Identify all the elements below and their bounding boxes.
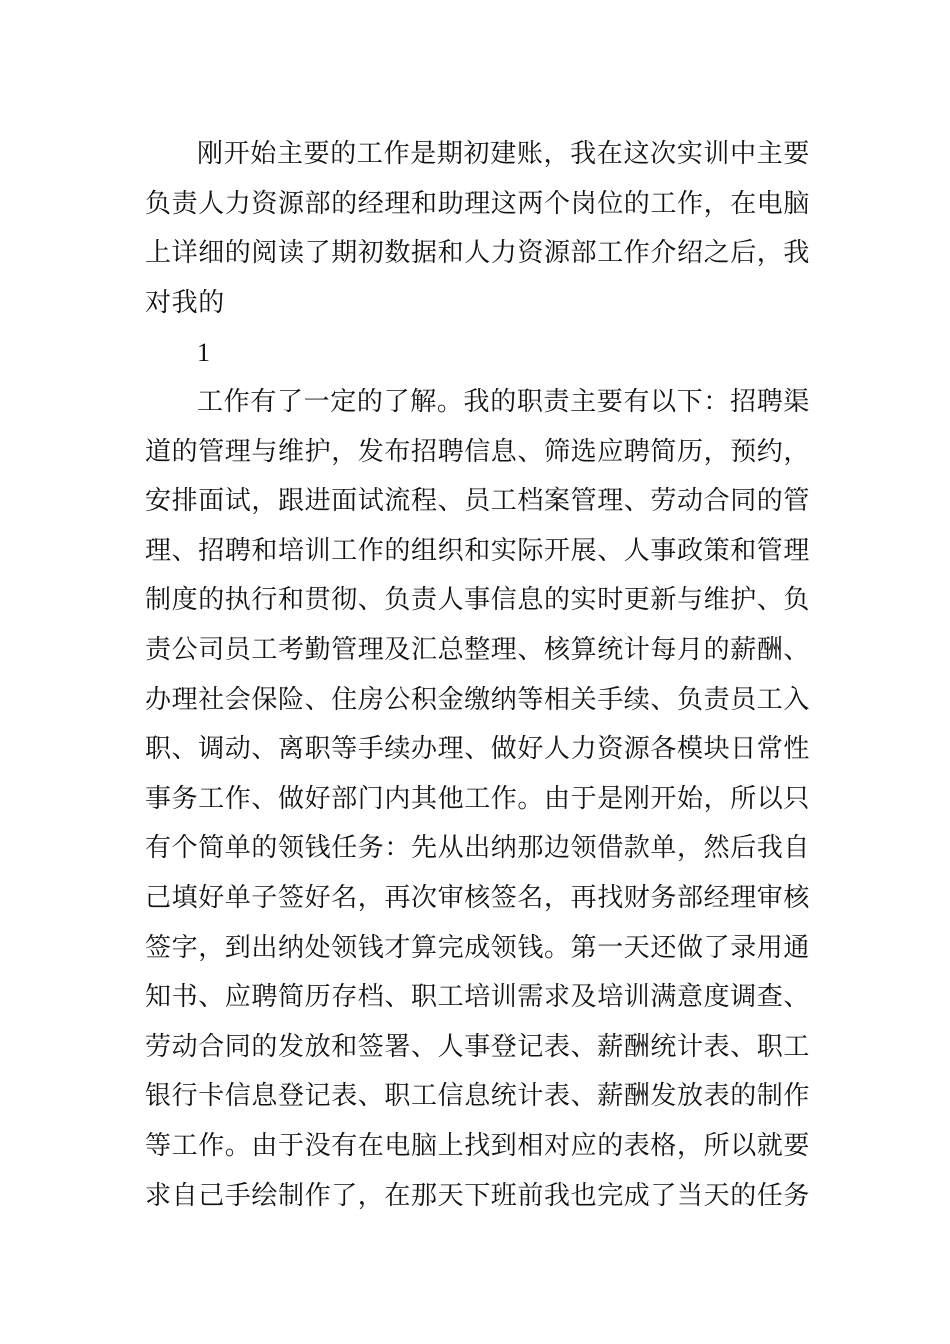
paragraph-intro: 刚开始主要的工作是期初建账，我在这次实训中主要负责人力资源部的经理和助理这两个岗位的工作，在电脑上详细的阅读了期初数据和人力资源部工作介绍之后，我对我的	[145, 139, 811, 318]
page-number: 1	[197, 338, 210, 367]
paragraph-duties: 工作有了一定的了解。我的职责主要有以下：招聘渠道的管理与维护，发布招聘信息、筛选应聘简历，预约，安排面试，跟进面试流程、员工档案管理、劳动合同的管理、招聘和培训工作的组织和实际开展、人事政策和管理制度的执行和贯彻、负责人事信息的实时更新与维护、负责公司员工考勤管理及汇总整理、核算统计每月的薪酬、办理社会保险、住房公积金缴纳等相关手续、负责员工入职、调动、离职等手续办理、做好人力资源各模块日常性事务工作、做好部门内其他工作。由于是刚开始，所以只有个简单的领钱任务：先从出纳那边领借款单，然后我自己填好单子签好名，再次审核签名，再找财务部经理审核签字，到出纳处领钱才算完成领钱。第一天还做了录用通知书、应聘简历存档、职工培训需求及培训满意度调查、劳动合同的发放和签署、人事登记表、薪酬统计表、职工银行卡信息登记表、职工信息统计表、薪酬发放表的制作等工作。由于没有在电脑上找到相对应的表格，所以就要求自己手绘制作了，在那天下班前我也完成了当天的任务	[145, 387, 811, 1211]
